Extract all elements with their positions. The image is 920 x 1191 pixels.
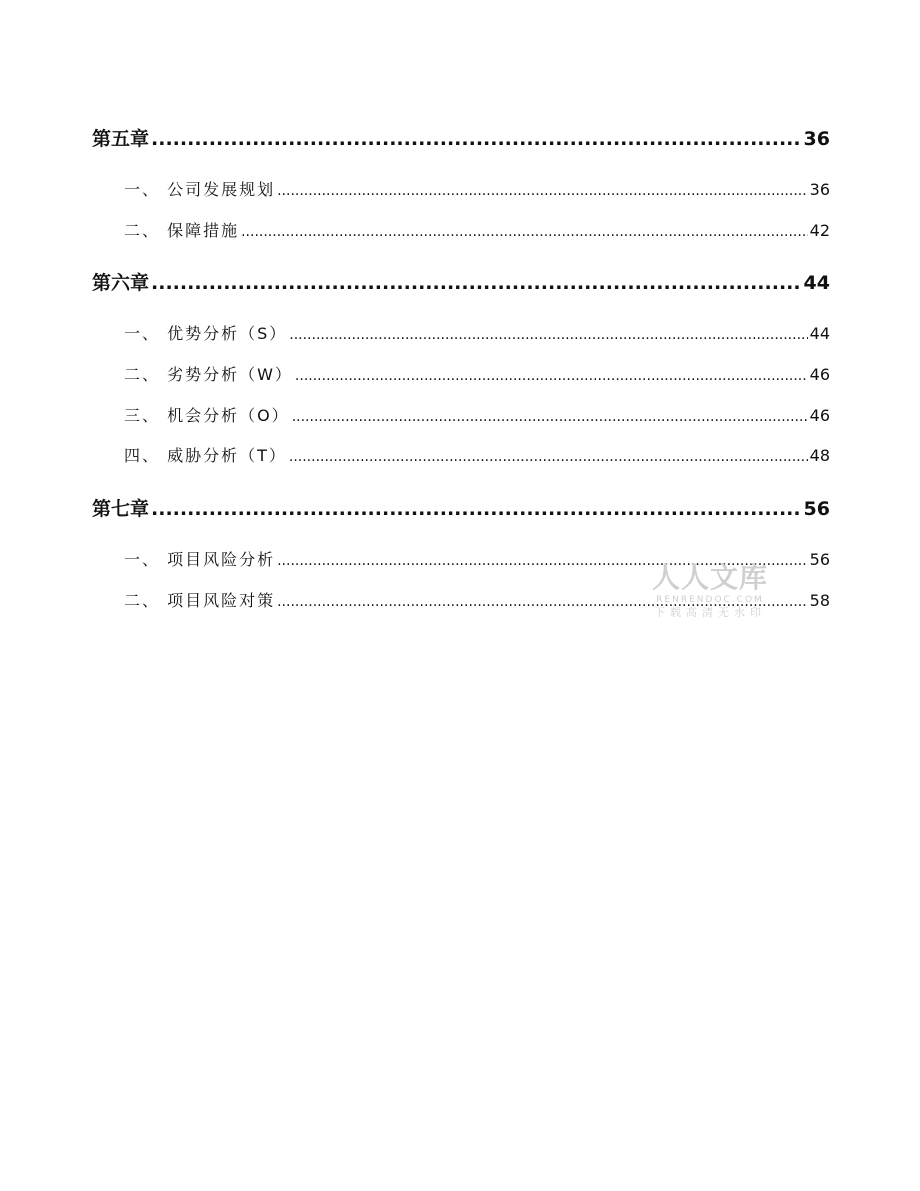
- watermark-url-text: RENRENDOC.COM: [656, 595, 764, 605]
- toc-title: 三、 机会分析（O）: [124, 406, 290, 425]
- toc-page-number: 46: [809, 406, 830, 425]
- toc-title: 二、 劣势分析（W）: [124, 365, 293, 384]
- watermark-logo: [646, 562, 774, 628]
- toc-page-number: 36: [809, 180, 830, 199]
- toc-leader-dots: [151, 128, 802, 150]
- toc-title: 第六章: [92, 272, 150, 294]
- toc-chapter-6[interactable]: [92, 268, 830, 295]
- toc-page-number: 46: [809, 365, 830, 384]
- toc-section-6-4[interactable]: [124, 443, 830, 466]
- toc-leader-dots: [295, 368, 808, 384]
- toc-leader-dots: [151, 272, 802, 294]
- toc-section-6-3[interactable]: [124, 403, 830, 426]
- toc-page-number: 42: [809, 221, 830, 240]
- toc-leader-dots: [292, 409, 808, 425]
- toc-title: 二、 保障措施: [124, 221, 240, 240]
- toc-section-6-1[interactable]: [124, 321, 830, 344]
- toc-title: 一、 公司发展规划: [124, 180, 276, 199]
- toc-chapter-5[interactable]: [92, 124, 830, 151]
- toc-leader-dots: [289, 449, 808, 465]
- toc-title: 二、 项目风险对策: [124, 591, 276, 610]
- watermark-main-text: 人人文库: [651, 561, 768, 594]
- toc-page-number: 58: [809, 591, 830, 610]
- toc-section-5-1[interactable]: [124, 177, 830, 200]
- toc-title: 四、 威胁分析（T）: [124, 446, 287, 465]
- toc-page-number: 56: [809, 550, 830, 569]
- toc-page-number: 44: [803, 272, 830, 294]
- toc-leader-dots: [289, 327, 807, 343]
- toc-leader-dots: [241, 224, 808, 240]
- toc-title: 一、 优势分析（S）: [124, 324, 288, 343]
- toc-title: 一、 项目风险分析: [124, 550, 276, 569]
- toc-page-number: 56: [803, 498, 830, 520]
- toc-leader-dots: [151, 498, 802, 520]
- watermark-sub-text: 下载高清无水印: [654, 606, 766, 619]
- toc-page-number: 36: [803, 128, 830, 150]
- toc-section-6-2[interactable]: [124, 362, 830, 385]
- toc-section-5-2[interactable]: [124, 218, 830, 241]
- toc-leader-dots: [277, 183, 808, 199]
- toc-page-number: 44: [809, 324, 830, 343]
- toc-title: 第五章: [92, 128, 150, 150]
- toc-page-number: 48: [809, 446, 830, 465]
- toc-title: 第七章: [92, 498, 150, 520]
- toc-chapter-7[interactable]: [92, 494, 830, 521]
